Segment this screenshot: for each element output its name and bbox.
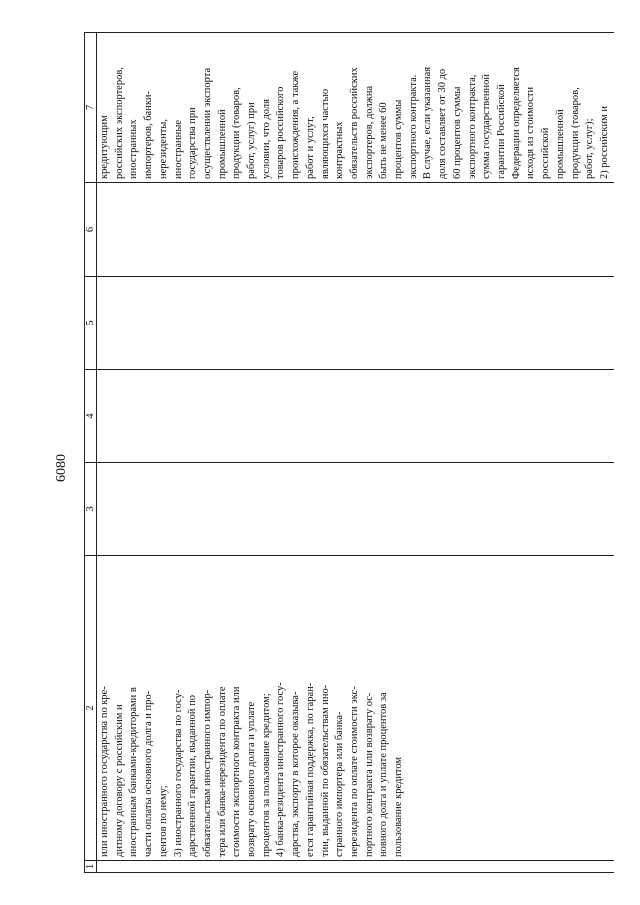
col7-line: нерезиденты,: [157, 119, 169, 179]
column-header-7: 7: [85, 33, 97, 183]
col7-line: импортеров, банки-: [143, 90, 155, 179]
col7-line: экспортного контракта,: [466, 74, 478, 179]
col7-line: В случае, если указанная: [422, 66, 434, 179]
col7-line: экспортного контракта.: [407, 74, 419, 179]
col2-line: дарственной гарантии, выданной по: [187, 695, 199, 857]
col7-line: являющихся частью: [319, 88, 331, 179]
col7-line: 2) российским и: [598, 106, 610, 179]
col2-line: пользование кредитом: [393, 756, 405, 857]
col2-line: центов по нему;: [157, 785, 169, 857]
col7-line: экспортеров, должна: [363, 85, 375, 179]
col7-line: осуществлении экспорта: [201, 67, 213, 179]
col2-line: тии, выданной по обязательствам ино-: [319, 684, 331, 857]
col7-line: работ и услут,: [304, 116, 316, 179]
col2-line: части оплаты основного долга и про-: [143, 690, 155, 857]
col2-line: новного долга и уплате процентов за: [378, 692, 390, 857]
column-header-2: 2: [85, 556, 97, 861]
rotated-table-page: [84, 33, 610, 873]
col7-line: продукции (товаров,: [231, 87, 243, 179]
column-header-5: 5: [85, 277, 97, 370]
cell-col-5: [97, 277, 614, 370]
col2-line: возврату основного долга и уплате: [246, 701, 258, 857]
col7-line: процентов суммы: [393, 99, 405, 179]
cell-col-1: [97, 861, 614, 873]
col2-line: обязательствам иностранного импор-: [201, 689, 213, 857]
col2-line: 4) банка-резидента иностранного госу-: [275, 682, 287, 857]
column-header-6: 6: [85, 183, 97, 277]
col2-line: нерезидента по оплате стоимости экс-: [348, 686, 360, 857]
col2-line: портного контракта или возврату ос-: [363, 692, 375, 857]
col2-line: дитному договору с российским и: [113, 704, 125, 857]
col7-line: промышленной: [216, 109, 228, 179]
col2-line: странного импортера или банка-: [334, 711, 346, 857]
col2-line: или иностранного государства по кре-: [99, 686, 110, 857]
col7-line: продукции (товаров,: [569, 87, 581, 179]
page-number: 6080: [54, 454, 69, 482]
col7-line: Федерации определяется: [510, 67, 522, 179]
col2-line: дарства, экспорту в которое оказыва-: [290, 691, 302, 857]
col2-line: иностранным банками-кредиторами в: [128, 687, 140, 857]
col7-line: работ, услуг);: [584, 118, 596, 179]
col7-line: промышленной: [554, 109, 566, 179]
col2-line: процентов за пользование кредитом;: [260, 693, 272, 857]
col7-line: условии, что доля: [260, 99, 272, 179]
col7-line: обязательств российских: [348, 67, 360, 179]
column-header-4: 4: [85, 370, 97, 463]
col7-line: исходя из стоимости: [525, 86, 537, 179]
cell-col-3: [97, 463, 614, 556]
col2-line: стоимости экспортного контракта или: [231, 686, 243, 857]
col2-line: тера или банка-нерезидента по оплате: [216, 686, 228, 857]
col7-line: государства при: [187, 107, 199, 179]
col7-line: товаров российского: [275, 86, 287, 179]
col7-line: иностранные: [172, 120, 184, 179]
cell-col-6: [97, 183, 614, 277]
col7-line: быть не менее 60: [378, 102, 390, 179]
table-row: [97, 33, 614, 873]
col7-line: сумма государственной: [481, 74, 493, 179]
col7-line: контрактных: [334, 121, 346, 179]
col7-line: российских экспортеров,: [113, 67, 125, 179]
col7-line: происхождения, а также: [290, 70, 302, 179]
col7-line: гарантии Российской: [495, 84, 507, 179]
continuation-table: [84, 32, 614, 873]
column-header-1: 1: [85, 861, 97, 873]
table-header-row: [85, 33, 97, 873]
cell-col-7: [97, 33, 614, 183]
col7-line: российской: [540, 127, 552, 179]
col7-line: иностранных: [128, 119, 140, 179]
col7-line: доля составляет от 30 до: [437, 68, 449, 179]
col7-line: работ, услуг) при: [246, 102, 258, 179]
col7-line: 60 процентов суммы: [451, 86, 463, 179]
col7-line: кредитующим: [99, 115, 110, 179]
col2-line: ется гарантийная поддержка, по гаран-: [304, 682, 316, 857]
column-header-3: 3: [85, 463, 97, 556]
col2-line: 3) иностранного государства по госу-: [172, 689, 184, 857]
cell-col-4: [97, 370, 614, 463]
cell-col-2: [97, 556, 614, 861]
